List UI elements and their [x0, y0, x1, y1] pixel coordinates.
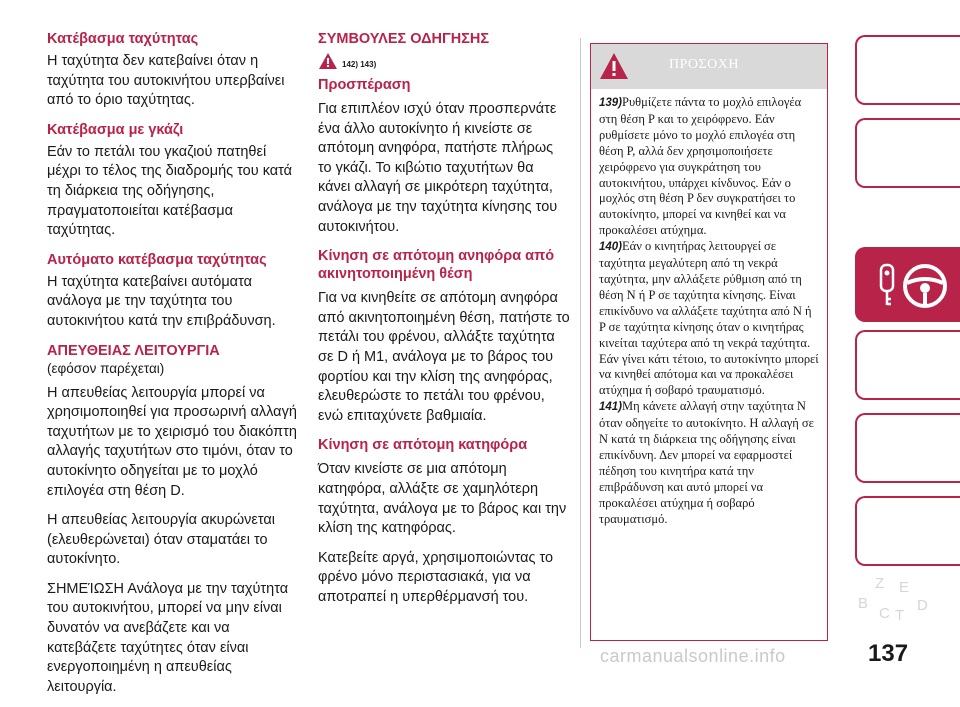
warning-box: [590, 43, 828, 641]
warning-title: ΠΡΟΣΟΧΗ: [669, 57, 739, 72]
warning-item: 139)Ρυθμίζετε πάντα το μοχλό επιλογέα στη θέση P και το χειρόφρενο. Εάν ρυθμίσετε μόνο το μοχλό επιλογέα στη θέση P, αλλά δεν χρησιμοποιήσετε χειρόφρενο για συγκράτηση του αυτοκινήτου, υπάρχει κίνδυνος. Εάν ο μοχλός στη θέση P δεν συγκρατήσει το αυτοκίνητο, μπορεί να κινηθεί και να προκαλέσει ατύχημα.: [599, 95, 802, 238]
warning-triangle-icon: [318, 52, 338, 70]
warning-triangle-icon: [599, 52, 629, 80]
heading-downhill: Κίνηση σε απότομη κατηφόρα: [318, 437, 528, 454]
left-column: [47, 30, 297, 707]
para-overtaking: Για επιπλέον ισχύ όταν προσπερνάτε ένα άλλο αυτοκίνητο ή κινείστε σε απότομη ανηφόρα, πατήστε πλήρως το γκάζι. Το κιβώτιο ταχυτήτων θα κάνει αλλαγή σε μικρότερη ταχύτητα, ανάλογα με την ταχύτητα κίνησης του αυτοκινήτου.: [318, 101, 558, 235]
page-number: 137: [868, 640, 909, 667]
index-letter: C: [879, 605, 890, 622]
para-downhill-1: Όταν κινείστε σε μια απότομη κατηφόρα, αλλάξτε σε χαμηλότερη ταχύτητα, ανάλογα με το βάρος και την κλίση της κατηφόρας.: [318, 461, 567, 537]
heading-downshift: Κατέβασμα ταχύτητας: [47, 31, 199, 47]
warning-text: [591, 89, 827, 527]
middle-column: [318, 30, 570, 617]
warning-refs: 142) 143): [342, 60, 377, 69]
heading-overtaking: Προσπέραση: [318, 77, 411, 93]
para-downshift: Η ταχύτητα δεν κατεβαίνει όταν η ταχύτητα του αυτοκινήτου υπερβαίνει από το όριο ταχύτητας.: [47, 53, 285, 109]
tab-dashboard[interactable]: [855, 35, 960, 105]
watermark: carmanualsonline.info: [600, 646, 786, 666]
para-downhill-2: Κατεβείτε αργά, χρησιμοποιώντας το φρένο μόνο περιστασιακά, για να αποτραπεί η υπερθέρμανσή του.: [318, 549, 554, 605]
index-letter: E: [899, 579, 910, 596]
index-letter: D: [917, 597, 928, 614]
heading-kickdown: Κατέβασμα με γκάζι: [47, 121, 184, 138]
para-kickdown: Εάν το πετάλι του γκαζιού πατηθεί μέχρι το τέλος της διαδρομής του κατά τη διάρκεια της οδήγησης, πραγματοποιείται κατέβασμα ταχύτητας.: [47, 143, 293, 239]
column-divider: [580, 38, 581, 648]
tab-starting-driving[interactable]: [855, 247, 960, 322]
para-note: ΣΗΜΕΊΩΣΗ Ανάλογα με την ταχύτητα του αυτοκινήτου, μπορεί να μην είναι δυνατόν να ανεβάζετε και να κατεβάζετε ταχύτητες όταν είναι ενεργοποιημένη η απευθείας λειτουργία.: [47, 580, 289, 695]
para-hill-start: Για να κινηθείτε σε απότομη ανηφόρα από ακινητοποιημένη θέση, πατήστε το πετάλι του φρένου, αλλάξτε ταχύτητα σε D ή M1, ανάλογα με το βάρος του φορτίου και την κλίση της ανηφόρας, ελευθερώστε το πετάλι του φρένου, ενώ επιταχύνετε βαθμιαία.: [318, 290, 570, 424]
warning-ref-row: [318, 52, 570, 70]
para-auto-downshift: Η ταχύτητα κατεβαίνει αυτόματα ανάλογα με την ταχύτητα του αυτοκινήτου κατά την επιβράδυνση.: [47, 273, 276, 329]
heading-auto-downshift: Αυτόματο κατέβασμα ταχύτητας: [47, 251, 267, 268]
tab-emergency[interactable]: [855, 413, 960, 483]
index-letter: T: [895, 607, 905, 624]
index-letter: Z: [875, 575, 885, 592]
warning-item: 140)Εάν ο κινητήρας λειτουργεί σε ταχύτητα μεγαλύτερη από τη νεκρά ταχύτητα, μην αλλάξετε ρύθμιση από τη θέση N ή P σε ταχύτητα κίνησης. Είναι επικίνδυνο να αλλάξετε ταχύτητα από N ή P σε ταχύτητα κίνησης όταν ο κινητήρας κινείται ταχύτερα από τη νεκρά ταχύτητα. Εάν γίνει κάτι τέτοιο, το αυτοκίνητο μπορεί να κινηθεί απότομα και να προκαλέσει ατύχημα ή σοβαρό τραυματισμό.: [599, 239, 819, 398]
para-direct-mode-2: Η απευθείας λειτουργία ακυρώνεται (ελευθερώνεται) όταν σταματάει το αυτοκίνητο.: [47, 512, 275, 568]
warning-header: [591, 44, 827, 89]
para-direct-mode-1: Η απευθείας λειτουργία μπορεί να χρησιμοποιηθεί για προσωρινή αλλαγή ταχυτήτων με το χειρισμό του διακόπτη αλλαγής ταχυτήτων στο τιμόνι, όταν το αυτοκίνητο οδηγείται με το μοχλό επιλογέα στη θέση D.: [47, 384, 297, 499]
tab-warning-lights[interactable]: [855, 330, 960, 400]
subheading-direct-mode: (εφόσον παρέχεται): [47, 360, 165, 376]
steering-wheel-key-icon: [877, 259, 952, 314]
warning-item: 141)Μη κάνετε αλλαγή στην ταχύτητα N όταν οδηγείτε το αυτοκίνητο. Η αλλαγή σε N κατά τη διάρκεια της οδήγησης είναι επικίνδυνη. Δεν μπορεί να εφαρμοστεί πέδηση του κινητήρα κατά την επιβράδυνση και αυτό μπορεί να προκαλέσει ατύχημα ή σοβαρό τραυματισμό.: [599, 399, 814, 526]
tab-safety[interactable]: [855, 118, 960, 188]
index-letters-icon: [855, 570, 960, 630]
heading-direct-mode: ΑΠΕΥΘΕΙΑΣ ΛΕΙΤΟΥΡΓΙΑ: [47, 342, 220, 359]
heading-driving-tips: ΣΥΜΒΟΥΛΕΣ ΟΔΗΓΗΣΗΣ: [318, 31, 490, 47]
tab-maintenance[interactable]: [855, 496, 960, 566]
index-letter: B: [858, 595, 869, 612]
heading-hill-start: Κίνηση σε απότομη ανηφόρα από ακινητοποιημένη θέση: [318, 248, 555, 283]
